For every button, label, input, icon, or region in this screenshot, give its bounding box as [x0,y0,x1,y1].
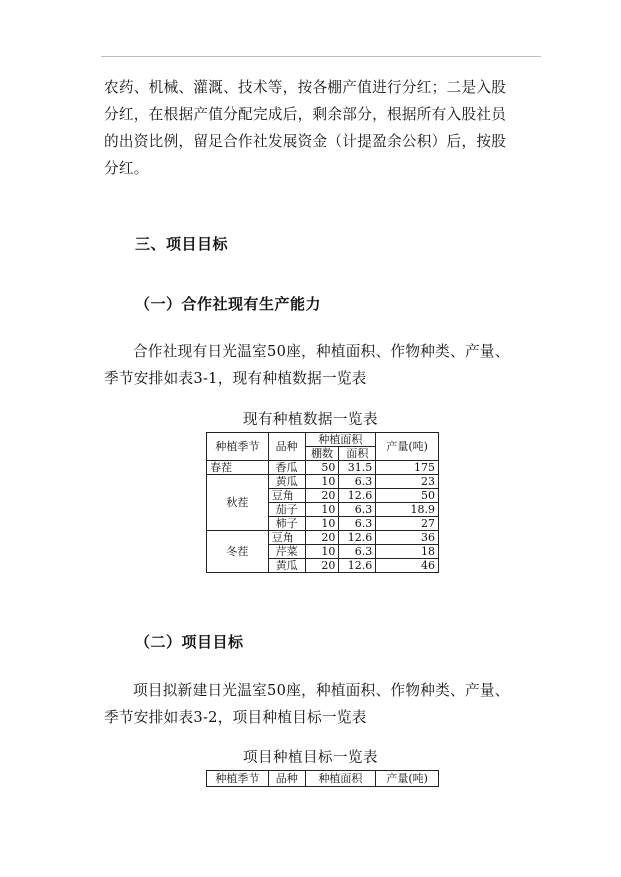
subsection-heading-project-target: （二）项目目标 [135,633,244,651]
text-line: 分红。 [104,160,149,177]
table-row [207,475,439,489]
cell-yield: 36 [376,531,439,545]
table-project-target [206,770,439,787]
cell-area: 12.6 [339,489,376,503]
cell-area: 12.6 [339,531,376,545]
cell-sheds: 10 [305,545,339,559]
cell-area: 6.3 [339,475,376,489]
cell-season: 冬茬 [207,531,269,573]
cell-sheds: 50 [305,461,339,475]
cell-yield: 50 [376,489,439,503]
header-variety: 品种 [268,771,305,787]
paragraph-project-target [104,677,544,731]
text-line: 季节安排如表3-1，现有种植数据一览表 [104,370,367,387]
cell-yield: 27 [376,517,439,531]
text-line: 项目拟新建日光温室50座，种植面积、作物种类、产量、 [133,682,510,699]
cell-variety: 黄瓜 [268,559,305,573]
cell-sheds: 20 [305,489,339,503]
header-season: 种植季节 [207,771,269,787]
header-area: 种植面积 [305,433,376,447]
header-rule [101,56,541,57]
cell-area: 6.3 [339,503,376,517]
cell-sheds: 20 [305,531,339,545]
cell-variety: 茄子 [268,503,305,517]
cell-variety: 柿子 [268,517,305,531]
cell-area: 31.5 [339,461,376,475]
table-row [207,461,439,475]
cell-variety: 豆角 [268,489,305,503]
cell-area: 6.3 [339,545,376,559]
header-season: 种植季节 [207,433,269,461]
cell-sheds: 10 [305,503,339,517]
text-line: 农药、机械、灌溉、技术等，按各棚产值进行分红；二是入股 [104,79,507,96]
cell-variety: 黄瓜 [268,475,305,489]
cell-yield: 23 [376,475,439,489]
cell-area: 6.3 [339,517,376,531]
table-existing-planting [206,432,439,573]
table1-caption: 现有种植数据一览表 [243,412,378,428]
header-sheds: 棚数 [305,447,339,461]
table2-caption: 项目种植目标一览表 [243,750,378,766]
text-line: 季节安排如表3-2，项目种植目标一览表 [104,709,367,726]
cell-yield: 18 [376,545,439,559]
text-line: 合作社现有日光温室50座，种植面积、作物种类、产量、 [133,343,510,360]
cell-sheds: 20 [305,559,339,573]
header-mu: 面积 [339,447,376,461]
cell-variety: 芹菜 [268,545,305,559]
section-heading-project-goals: 三、项目目标 [135,235,229,253]
cell-area: 12.6 [339,559,376,573]
table-header-row [207,433,439,447]
cell-sheds: 10 [305,475,339,489]
cell-variety: 豆角 [268,531,305,545]
cell-season: 秋茬 [207,475,269,531]
table-row [207,531,439,545]
paragraph-dividends [104,74,544,182]
subsection-heading-capacity: （一）合作社现有生产能力 [135,295,322,313]
cell-yield: 18.9 [376,503,439,517]
cell-sheds: 10 [305,517,339,531]
text-line: 分红，在根据产值分配完成后，剩余部分，根据所有入股社员 [104,106,507,123]
header-yield: 产量(吨) [376,771,439,787]
text-line: 的出资比例，留足合作社发展资金（计提盈余公积）后，按股 [104,133,507,150]
cell-variety: 香瓜 [268,461,305,475]
cell-yield: 46 [376,559,439,573]
header-variety: 品种 [268,433,305,461]
table-header-row [207,771,439,787]
cell-season: 春茬 [207,461,269,475]
header-yield: 产量(吨) [376,433,439,461]
header-area: 种植面积 [305,771,376,787]
paragraph-capacity [104,338,544,392]
cell-yield: 175 [376,461,439,475]
